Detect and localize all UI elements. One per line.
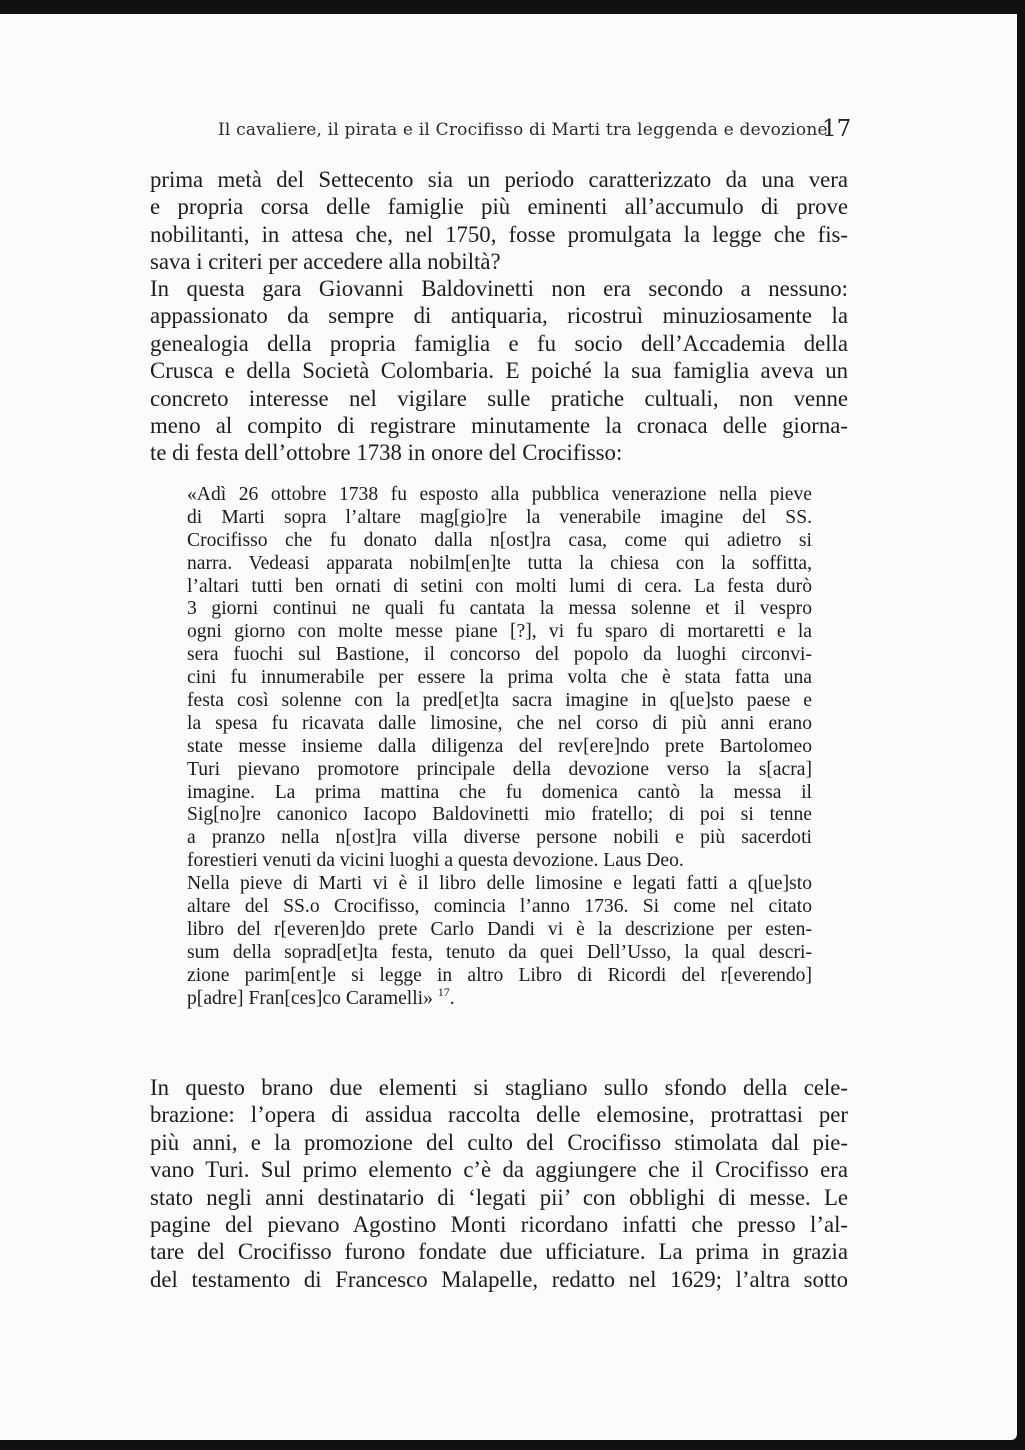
quote-line: Crocifisso che fu donato dalla n[ost]ra casa, come qui adietro si <box>187 529 812 551</box>
quote-line: sum della soprad[et]ta festa, tenuto da quei Dell’Usso, la qual descri- <box>187 941 812 963</box>
paragraph-2 <box>150 275 848 467</box>
quote-line: Nella pieve di Marti vi è il libro delle limosine e legati fatti a q[ue]sto <box>187 873 812 895</box>
quote-line: altare del SS.o Crocifisso, comincia l’anno 1736. Si come nel citato <box>187 896 812 918</box>
text-line: brazione: l’opera di assidua raccolta delle elemosine, protrattasi per <box>150 1102 848 1128</box>
quote-line: cini fu innumerabile per essere la prima volta che è stata fatta una <box>187 667 812 689</box>
text-line: vano Turi. Sul primo elemento c’è da aggiungere che il Crocifisso era <box>150 1157 848 1183</box>
quote-closing: . <box>449 987 455 1009</box>
text-line: sava i criteri per accedere alla nobiltà? <box>150 249 501 275</box>
quote-line: imagine. La prima mattina che fu domenica cantò la messa il <box>187 781 812 803</box>
text-line: concreto interesse nel vigilare sulle pratiche cultuali, non venne <box>150 385 848 411</box>
text-line: In questa gara Giovanni Baldovinetti non era secondo a nessuno: <box>150 276 848 301</box>
quote-line: «Adì 26 ottobre 1738 fu esposto alla pubblica venerazione nella pieve <box>187 484 812 505</box>
quote-line: di Marti sopra l’altare mag[gio]re la venerabile imagine del SS. <box>187 506 812 528</box>
block-quote <box>187 484 812 1010</box>
quote-line: zione parim[ent]e si legge in altro Libro di Ricordi del r[everendo] <box>187 964 812 986</box>
quote-line: l’altari tutti ben ornati di setini con molti lumi di cera. La festa durò <box>187 575 812 597</box>
text-line: appassionato da sempre di antiquaria, ricostruì minuziosamente la <box>150 303 848 329</box>
text-line: più anni, e la promozione del culto del Crocifisso stimolata dal pie- <box>150 1129 848 1155</box>
text-line: tare del Crocifisso furono fondate due ufficiature. La prima in grazia <box>150 1239 848 1265</box>
running-title: Il cavaliere, il pirata e il Crocifisso di Marti tra leggenda e devozione <box>218 120 828 140</box>
text-line: te di festa dell’ottobre 1738 in onore del Crocifisso: <box>150 440 623 466</box>
paragraph-1 <box>150 166 848 276</box>
text-line: meno al compito di registrare minutamente la cronaca delle giorna- <box>150 412 848 438</box>
text-line: genealogia della propria famiglia e fu socio dell’Accademia della <box>150 330 848 356</box>
quote-line: sera fuochi sul Bastione, il concorso del popolo da luoghi circonvi- <box>187 644 812 666</box>
book-page <box>0 14 1017 1440</box>
quote-line: ogni giorno con molte messe piane [?], vi fu sparo di mortaretti e la <box>187 621 812 643</box>
quote-line: state messe insieme dalla diligenza del rev[ere]ndo prete Bartolomeo <box>187 735 812 757</box>
text-line: pagine del pievano Agostino Monti ricordano infatti che presso l’al- <box>150 1211 848 1237</box>
text-line: In questo brano due elementi si stagliano sullo sfondo della cele- <box>150 1075 848 1100</box>
quote-line: forestieri venuti da vicini luoghi a questa devozione. Laus Deo. <box>187 850 684 872</box>
quote-line-text: p[adre] Fran[ces]co Caramelli» <box>187 987 433 1009</box>
quote-line: la spesa fu ricavata dalle limosine, che nel corso di più anni erano <box>187 712 812 734</box>
quote-line: 3 giorni continui ne quali fu cantata la messa solenne et il vespro <box>187 598 812 620</box>
quote-line: a pranzo nella n[ost]ra villa diverse persone nobili e più sacerdoti <box>187 827 812 849</box>
text-line: stato negli anni destinatario di ‘legati pii’ con obblighi di messe. Le <box>150 1184 848 1210</box>
footnote-reference[interactable]: 17 <box>437 984 450 999</box>
text-line: Crusca e della Società Colombaria. E poiché la sua famiglia aveva un <box>150 358 848 384</box>
quote-line: narra. Vedeasi apparata nobilm[en]te tutta la chiesa con la soffitta, <box>187 552 812 574</box>
page-header <box>0 116 1017 146</box>
paragraph-3 <box>150 1074 848 1293</box>
quote-line: festa così solenne con la pred[et]ta sacra imagine in q[ue]sto paese e <box>187 690 812 712</box>
text-line: nobilitanti, in attesa che, nel 1750, fosse promulgata la legge che fis- <box>150 221 848 247</box>
text-line: del testamento di Francesco Malapelle, redatto nel 1629; l’altra sotto <box>150 1266 848 1292</box>
quote-line: libro del r[everen]do prete Carlo Dandi vi è la descrizione per esten- <box>187 918 812 940</box>
page-number: 17 <box>822 116 852 142</box>
text-line: e propria corsa delle famiglie più eminenti all’accumulo di prove <box>150 194 848 220</box>
quote-last-line <box>187 984 812 1011</box>
text-line: prima metà del Settecento sia un periodo caratterizzato da una vera <box>150 167 848 192</box>
quote-line: Turi pievano promotore principale della devozione verso la s[acra] <box>187 758 812 780</box>
quote-line: Sig[no]re canonico Iacopo Baldovinetti mio fratello; di poi si tenne <box>187 804 812 826</box>
